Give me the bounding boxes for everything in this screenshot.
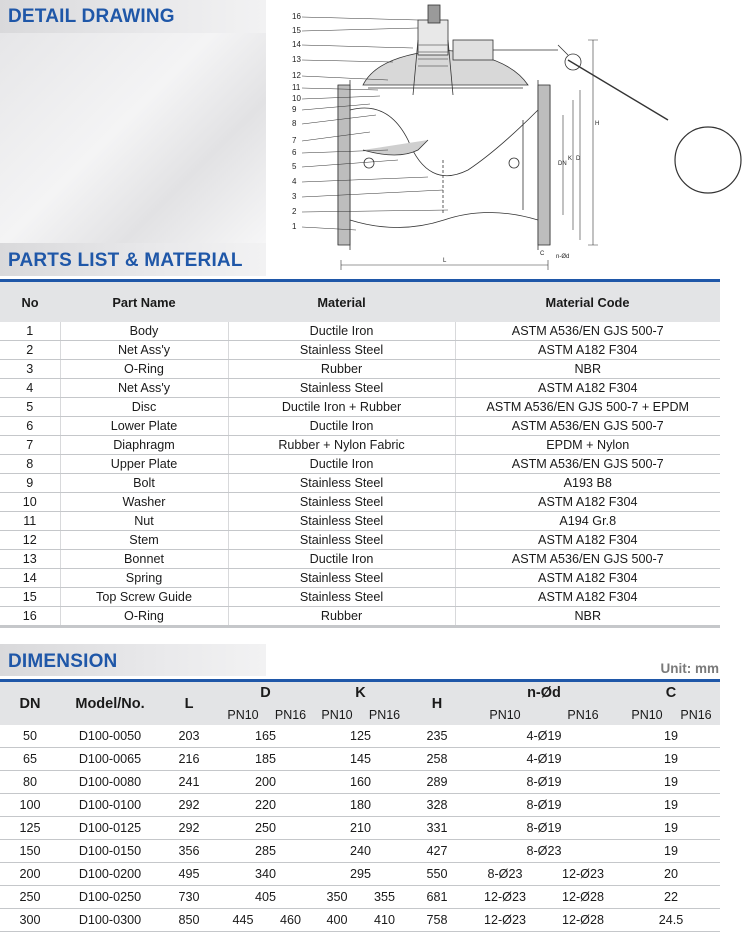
parts-cell-code: ASTM A182 F304 bbox=[455, 379, 720, 398]
callout-1: 1 bbox=[292, 222, 297, 231]
parts-cell-material: Ductile Iron bbox=[228, 417, 455, 436]
dim-cell-nd-pn10: 12-Ø23 bbox=[466, 909, 544, 932]
callout-4: 4 bbox=[292, 177, 297, 186]
dimension-row bbox=[0, 748, 720, 771]
parts-cell-no: 4 bbox=[0, 379, 60, 398]
dim-cell-nd: 4-Ø19 bbox=[466, 748, 622, 771]
parts-cell-code: ASTM A182 F304 bbox=[455, 588, 720, 607]
dim-label-c: C bbox=[540, 251, 545, 257]
dim-cell-l: 216 bbox=[160, 748, 218, 771]
dim-cell-nd-pn10: 12-Ø23 bbox=[466, 886, 544, 909]
parts-cell-no: 6 bbox=[0, 417, 60, 436]
parts-row bbox=[0, 341, 720, 360]
parts-row bbox=[0, 436, 720, 455]
dim-header-nd-pn10: PN10 bbox=[466, 704, 544, 725]
dim-cell-l: 241 bbox=[160, 771, 218, 794]
dim-cell-k: 125 bbox=[313, 725, 408, 748]
dim-cell-nd-pn10: 8-Ø23 bbox=[466, 863, 544, 886]
dim-cell-nd-pn16: 12-Ø23 bbox=[544, 863, 622, 886]
dim-cell-dn: 65 bbox=[0, 748, 60, 771]
dim-cell-k-pn10: 350 bbox=[313, 886, 361, 909]
dim-cell-c: 19 bbox=[622, 840, 720, 863]
dim-cell-d: 200 bbox=[218, 771, 313, 794]
parts-header-material: Material bbox=[228, 281, 455, 323]
dim-cell-model: D100-0300 bbox=[60, 909, 160, 932]
dim-cell-model: D100-0065 bbox=[60, 748, 160, 771]
callout-11: 11 bbox=[292, 83, 301, 92]
parts-cell-material: Stainless Steel bbox=[228, 531, 455, 550]
parts-cell-code: ASTM A536/EN GJS 500-7 bbox=[455, 455, 720, 474]
dim-header-k-pn10: PN10 bbox=[313, 704, 361, 725]
parts-row bbox=[0, 474, 720, 493]
parts-cell-name: Nut bbox=[60, 512, 228, 531]
parts-cell-no: 3 bbox=[0, 360, 60, 379]
parts-cell-name: Stem bbox=[60, 531, 228, 550]
dim-cell-nd: 8-Ø23 bbox=[466, 840, 622, 863]
parts-cell-no: 10 bbox=[0, 493, 60, 512]
dimension-title: DIMENSION bbox=[8, 651, 118, 672]
parts-cell-code: ASTM A182 F304 bbox=[455, 493, 720, 512]
detail-drawing-band bbox=[0, 0, 266, 33]
dim-cell-model: D100-0200 bbox=[60, 863, 160, 886]
parts-cell-name: Bolt bbox=[60, 474, 228, 493]
callout-7: 7 bbox=[292, 136, 297, 145]
dim-cell-l: 730 bbox=[160, 886, 218, 909]
dim-cell-d: 405 bbox=[218, 886, 313, 909]
callout-15: 15 bbox=[292, 26, 301, 35]
parts-cell-code: A194 Gr.8 bbox=[455, 512, 720, 531]
parts-band bbox=[0, 243, 266, 276]
parts-row bbox=[0, 588, 720, 607]
detail-drawing-title: DETAIL DRAWING bbox=[8, 6, 175, 27]
dim-header-l: L bbox=[160, 681, 218, 726]
dimension-band bbox=[0, 644, 266, 676]
parts-cell-material: Stainless Steel bbox=[228, 493, 455, 512]
dim-cell-model: D100-0080 bbox=[60, 771, 160, 794]
parts-row bbox=[0, 550, 720, 569]
parts-cell-no: 8 bbox=[0, 455, 60, 474]
parts-header-row bbox=[0, 281, 720, 323]
dim-cell-nd-pn16: 12-Ø28 bbox=[544, 909, 622, 932]
dimension-row bbox=[0, 909, 720, 932]
callout-12: 12 bbox=[292, 71, 301, 80]
parts-cell-code: ASTM A536/EN GJS 500-7 bbox=[455, 322, 720, 341]
dim-header-k: K bbox=[313, 681, 408, 705]
dim-cell-d: 220 bbox=[218, 794, 313, 817]
parts-title: PARTS LIST & MATERIAL bbox=[8, 250, 243, 271]
dim-cell-h: 550 bbox=[408, 863, 466, 886]
dim-cell-c: 24.5 bbox=[622, 909, 720, 932]
dimension-row bbox=[0, 725, 720, 748]
dim-header-nd: n-Ød bbox=[466, 681, 622, 705]
parts-cell-name: Bonnet bbox=[60, 550, 228, 569]
dim-cell-c: 19 bbox=[622, 725, 720, 748]
dim-label-d: D bbox=[576, 156, 581, 162]
parts-cell-name: Net Ass'y bbox=[60, 341, 228, 360]
parts-cell-name: Diaphragm bbox=[60, 436, 228, 455]
parts-header-code: Material Code bbox=[455, 281, 720, 323]
dim-cell-model: D100-0050 bbox=[60, 725, 160, 748]
parts-header-name: Part Name bbox=[60, 281, 228, 323]
parts-cell-no: 14 bbox=[0, 569, 60, 588]
dim-label-k: K bbox=[568, 156, 573, 162]
parts-row bbox=[0, 607, 720, 627]
parts-cell-no: 11 bbox=[0, 512, 60, 531]
dim-cell-h: 328 bbox=[408, 794, 466, 817]
parts-cell-code: NBR bbox=[455, 607, 720, 627]
dim-cell-k-pn16: 410 bbox=[361, 909, 408, 932]
dim-label-h: H bbox=[595, 121, 600, 127]
dim-header-c-pn10: PN10 bbox=[622, 704, 672, 725]
parts-row bbox=[0, 398, 720, 417]
dim-header-d-pn16: PN16 bbox=[268, 704, 313, 725]
parts-cell-no: 16 bbox=[0, 607, 60, 627]
dim-cell-l: 203 bbox=[160, 725, 218, 748]
parts-cell-name: Top Screw Guide bbox=[60, 588, 228, 607]
dim-cell-dn: 150 bbox=[0, 840, 60, 863]
parts-cell-code: ASTM A182 F304 bbox=[455, 531, 720, 550]
parts-cell-name: Body bbox=[60, 322, 228, 341]
dimension-row bbox=[0, 794, 720, 817]
parts-cell-no: 9 bbox=[0, 474, 60, 493]
callout-5: 5 bbox=[292, 162, 297, 171]
dim-cell-dn: 125 bbox=[0, 817, 60, 840]
dim-cell-dn: 100 bbox=[0, 794, 60, 817]
dim-cell-k: 295 bbox=[313, 863, 408, 886]
parts-cell-name: O-Ring bbox=[60, 607, 228, 627]
dim-cell-h: 235 bbox=[408, 725, 466, 748]
parts-cell-no: 15 bbox=[0, 588, 60, 607]
dim-cell-l: 495 bbox=[160, 863, 218, 886]
dim-header-k-pn16: PN16 bbox=[361, 704, 408, 725]
parts-row bbox=[0, 417, 720, 436]
dim-cell-dn: 80 bbox=[0, 771, 60, 794]
dim-cell-l: 850 bbox=[160, 909, 218, 932]
dim-cell-dn: 250 bbox=[0, 886, 60, 909]
parts-cell-name: O-Ring bbox=[60, 360, 228, 379]
dim-header-nd-pn16: PN16 bbox=[544, 704, 622, 725]
dim-cell-c: 19 bbox=[622, 817, 720, 840]
dim-header-h: H bbox=[408, 681, 466, 726]
parts-cell-material: Ductile Iron + Rubber bbox=[228, 398, 455, 417]
dim-cell-k: 160 bbox=[313, 771, 408, 794]
dim-cell-c: 19 bbox=[622, 794, 720, 817]
parts-row bbox=[0, 455, 720, 474]
parts-cell-material: Ductile Iron bbox=[228, 550, 455, 569]
dim-cell-nd: 8-Ø19 bbox=[466, 817, 622, 840]
parts-cell-material: Ductile Iron bbox=[228, 322, 455, 341]
dim-cell-k-pn10: 400 bbox=[313, 909, 361, 932]
callout-16: 16 bbox=[292, 12, 301, 21]
callout-9: 9 bbox=[292, 105, 297, 114]
dimension-table bbox=[0, 679, 720, 932]
callout-2: 2 bbox=[292, 207, 297, 216]
dim-cell-dn: 200 bbox=[0, 863, 60, 886]
parts-cell-name: Net Ass'y bbox=[60, 379, 228, 398]
dim-cell-l: 356 bbox=[160, 840, 218, 863]
dimension-row bbox=[0, 863, 720, 886]
parts-cell-code: A193 B8 bbox=[455, 474, 720, 493]
valve-detail-drawing bbox=[268, 0, 751, 270]
callout-8: 8 bbox=[292, 119, 297, 128]
dim-label-dn: DN bbox=[558, 161, 567, 167]
parts-row bbox=[0, 379, 720, 398]
dim-header-d-pn10: PN10 bbox=[218, 704, 268, 725]
dimension-row bbox=[0, 817, 720, 840]
parts-cell-material: Stainless Steel bbox=[228, 341, 455, 360]
dim-cell-h: 758 bbox=[408, 909, 466, 932]
parts-cell-no: 1 bbox=[0, 322, 60, 341]
dim-cell-h: 331 bbox=[408, 817, 466, 840]
dim-header-dn: DN bbox=[0, 681, 60, 726]
parts-cell-code: EPDM + Nylon bbox=[455, 436, 720, 455]
dim-cell-k: 240 bbox=[313, 840, 408, 863]
dim-cell-nd-pn16: 12-Ø28 bbox=[544, 886, 622, 909]
dim-cell-model: D100-0125 bbox=[60, 817, 160, 840]
parts-cell-material: Stainless Steel bbox=[228, 379, 455, 398]
dim-cell-h: 427 bbox=[408, 840, 466, 863]
dim-cell-c: 19 bbox=[622, 748, 720, 771]
parts-header-no: No bbox=[0, 281, 60, 323]
parts-row bbox=[0, 493, 720, 512]
dim-cell-c: 20 bbox=[622, 863, 720, 886]
parts-cell-material: Rubber + Nylon Fabric bbox=[228, 436, 455, 455]
parts-cell-material: Rubber bbox=[228, 360, 455, 379]
dim-label-nd: n-Ød bbox=[556, 254, 570, 260]
parts-cell-material: Rubber bbox=[228, 607, 455, 627]
parts-cell-material: Stainless Steel bbox=[228, 588, 455, 607]
dim-cell-nd: 8-Ø19 bbox=[466, 794, 622, 817]
dim-cell-dn: 300 bbox=[0, 909, 60, 932]
dim-label-l: L bbox=[443, 258, 447, 264]
dim-cell-k: 145 bbox=[313, 748, 408, 771]
callout-10: 10 bbox=[292, 94, 301, 103]
dim-cell-d: 340 bbox=[218, 863, 313, 886]
parts-row bbox=[0, 512, 720, 531]
parts-cell-no: 7 bbox=[0, 436, 60, 455]
parts-cell-name: Spring bbox=[60, 569, 228, 588]
dim-cell-d: 250 bbox=[218, 817, 313, 840]
parts-cell-material: Stainless Steel bbox=[228, 569, 455, 588]
parts-row bbox=[0, 569, 720, 588]
parts-cell-name: Lower Plate bbox=[60, 417, 228, 436]
dim-cell-l: 292 bbox=[160, 794, 218, 817]
dim-cell-c: 19 bbox=[622, 771, 720, 794]
unit-label: Unit: mm bbox=[660, 661, 719, 676]
callout-13: 13 bbox=[292, 55, 301, 64]
parts-cell-name: Washer bbox=[60, 493, 228, 512]
dim-header-d: D bbox=[218, 681, 313, 705]
dim-cell-d: 285 bbox=[218, 840, 313, 863]
dim-cell-k: 210 bbox=[313, 817, 408, 840]
parts-cell-name: Disc bbox=[60, 398, 228, 417]
parts-cell-no: 2 bbox=[0, 341, 60, 360]
parts-cell-no: 5 bbox=[0, 398, 60, 417]
dim-cell-model: D100-0250 bbox=[60, 886, 160, 909]
dimension-row bbox=[0, 771, 720, 794]
dim-cell-nd: 8-Ø19 bbox=[466, 771, 622, 794]
parts-cell-no: 13 bbox=[0, 550, 60, 569]
parts-cell-code: ASTM A182 F304 bbox=[455, 341, 720, 360]
dim-header-model: Model/No. bbox=[60, 681, 160, 726]
dim-header-c: C bbox=[622, 681, 720, 705]
parts-cell-code: ASTM A536/EN GJS 500-7 bbox=[455, 417, 720, 436]
dim-cell-h: 289 bbox=[408, 771, 466, 794]
dim-cell-d: 185 bbox=[218, 748, 313, 771]
dim-cell-k-pn16: 355 bbox=[361, 886, 408, 909]
parts-cell-name: Upper Plate bbox=[60, 455, 228, 474]
dim-cell-dn: 50 bbox=[0, 725, 60, 748]
parts-cell-code: ASTM A536/EN GJS 500-7 bbox=[455, 550, 720, 569]
parts-cell-material: Stainless Steel bbox=[228, 474, 455, 493]
dim-cell-model: D100-0150 bbox=[60, 840, 160, 863]
dimension-row bbox=[0, 886, 720, 909]
dim-cell-nd: 4-Ø19 bbox=[466, 725, 622, 748]
parts-cell-code: ASTM A536/EN GJS 500-7 + EPDM bbox=[455, 398, 720, 417]
dim-cell-h: 258 bbox=[408, 748, 466, 771]
parts-cell-code: ASTM A182 F304 bbox=[455, 569, 720, 588]
dim-cell-h: 681 bbox=[408, 886, 466, 909]
parts-cell-no: 12 bbox=[0, 531, 60, 550]
valve-drawing-svg bbox=[268, 0, 751, 270]
dim-cell-d: 165 bbox=[218, 725, 313, 748]
parts-row bbox=[0, 322, 720, 341]
dim-cell-model: D100-0100 bbox=[60, 794, 160, 817]
parts-cell-code: NBR bbox=[455, 360, 720, 379]
parts-row bbox=[0, 360, 720, 379]
dim-cell-k: 180 bbox=[313, 794, 408, 817]
dim-cell-d-pn10: 445 bbox=[218, 909, 268, 932]
parts-row bbox=[0, 531, 720, 550]
dim-header-row-1 bbox=[0, 681, 720, 705]
dimension-row bbox=[0, 840, 720, 863]
parts-cell-material: Stainless Steel bbox=[228, 512, 455, 531]
dim-cell-l: 292 bbox=[160, 817, 218, 840]
detail-drawing-backdrop bbox=[0, 33, 266, 243]
dim-cell-c: 22 bbox=[622, 886, 720, 909]
dim-cell-d-pn16: 460 bbox=[268, 909, 313, 932]
callout-6: 6 bbox=[292, 148, 297, 157]
callout-14: 14 bbox=[292, 40, 301, 49]
callout-3: 3 bbox=[292, 192, 297, 201]
dim-header-c-pn16: PN16 bbox=[672, 704, 720, 725]
parts-cell-material: Ductile Iron bbox=[228, 455, 455, 474]
parts-table bbox=[0, 279, 720, 628]
